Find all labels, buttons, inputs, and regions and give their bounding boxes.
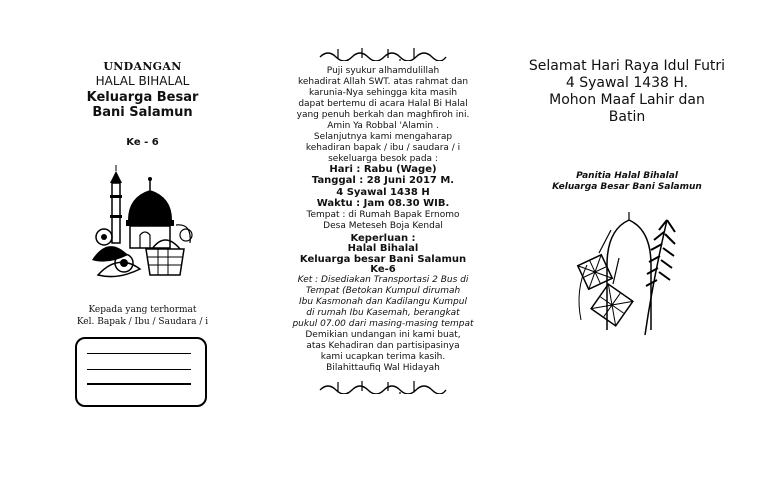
note-text: pukul 07.00 dari masing-masing tempat [292,319,474,329]
salam-calligraphy-bottom [318,380,448,394]
body-text: dapat bertemu di acara Halal Bi Halal [298,99,468,109]
address-line [87,369,191,370]
mosque-icon [88,165,194,280]
greeting-line: 4 Syawal 1438 H. [565,75,689,91]
committee-family: Keluarga Besar Bani Salamun [552,182,702,192]
body-text: Selanjutnya kami mengaharap [313,132,453,142]
event-hijri-date: 4 Syawal 1438 H [336,187,430,198]
family-name-line2: Bani Salamun [92,105,193,120]
event-name: HALAL BIHALAL [95,74,190,88]
purpose-text: Halal Bihalal [347,243,419,254]
family-name-line1: Keluarga Besar [86,90,199,105]
event-place: Tempat : di Rumah Bapak Ernomo [306,210,460,220]
closing-text: kami ucapkan terima kasih. [320,352,446,362]
body-text: Puji syukur alhamdulillah [326,66,440,76]
body-text: Amin Ya Robbal 'Alamin . [327,121,439,131]
invitation-heading: UNDANGAN [103,60,182,73]
event-place: Desa Meteseh Boja Kendal [323,221,443,231]
address-box [75,337,207,407]
note-text: Ket : Disediakan Transportasi 2 Bus di [297,275,469,285]
body-text: kehadirat Allah SWT. atas rahmat dan [297,77,469,87]
purpose-text: Keluarga besar Bani Salamun [299,254,467,265]
salam-calligraphy-top [318,47,448,61]
greeting-line: Selamat Hari Raya Idul Futri [528,58,726,74]
note-text: Ibu Kasmonah dan Kadilangu Kumpul [299,297,467,307]
body-text: yang penuh berkah dan maghfiroh ini. [296,110,470,120]
edition-number: Ke - 6 [126,137,159,148]
recipient-salutation: Kel. Bapak / Ibu / Saudara / i [76,317,209,327]
closing-text: atas Kehadiran dan partisipasinya [306,341,460,351]
recipient-label: Kepada yang terhormat [88,305,197,315]
address-line [87,383,191,385]
purpose-label: Keperluan : [350,233,416,244]
event-time: Waktu : Jam 08.30 WIB. [316,198,450,209]
committee-name: Panitia Halal Bihalal [576,171,678,181]
greeting-line: Mohon Maaf Lahir dan [549,92,705,108]
purpose-text: Ke-6 [370,264,396,275]
greeting-line: Batin [608,109,646,125]
body-text: sekeluarga besok pada : [328,154,438,164]
closing-text: Bilahittaufiq Wal Hidayah [326,363,440,373]
body-text: karunia-Nya sehingga kita masih [308,88,458,98]
event-date: Tanggal : 28 Juni 2017 M. [311,175,455,186]
address-line [87,353,191,354]
closing-text: Demikian undangan ini kami buat, [305,330,461,340]
ketupat-icon [567,210,682,340]
body-text: kehadiran bapak / ibu / saudara / i [305,143,461,153]
note-text: Tempat (Betokan Kumpul dirumah [305,286,461,296]
event-day: Hari : Rabu (Wage) [329,164,437,175]
note-text: di rumah Ibu Kasemah, berangkat [306,308,460,318]
